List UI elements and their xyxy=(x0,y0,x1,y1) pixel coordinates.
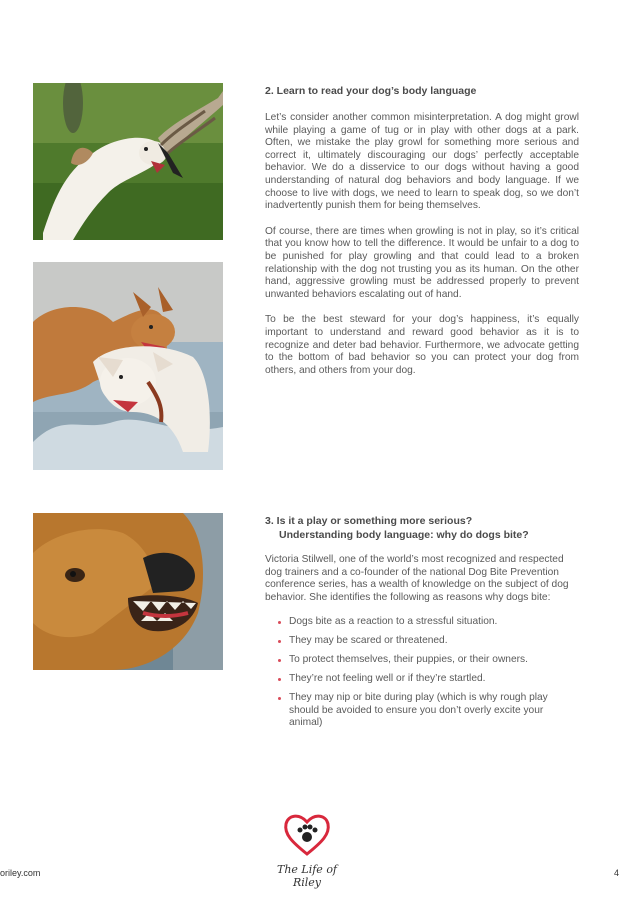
section-body-language xyxy=(265,84,579,377)
logo xyxy=(262,812,352,889)
list-item: They may be scared or threatened. xyxy=(277,635,579,648)
list-item: They’re not feeling well or if they’re startled. xyxy=(277,673,579,686)
list-item: To protect themselves, their puppies, or their owners. xyxy=(277,654,579,667)
section-heading: 2. Learn to read your dog’s body language xyxy=(265,85,477,97)
reasons-list xyxy=(277,616,579,729)
list-item: They may nip or bite during play (which is why rough play should be avoided to ensure you don’t overly excite your animal) xyxy=(277,692,579,730)
photo-dog-snarling xyxy=(33,513,223,670)
list-item: Dogs bite as a reaction to a stressful situation. xyxy=(277,616,579,629)
section-heading xyxy=(265,514,579,542)
paragraph: To be the best steward for your dog’s happiness, it’s equally important to understand and reward good behavior as it is to recognize and deter bad behavior. Furthermore, we advocate getting to the bottom of bad behavior so you can protect your dog from others, and others from your dog. xyxy=(265,314,579,376)
paragraph: Victoria Stilwell, one of the world’s most recognized and respected dog trainers and a co-founder of the national Dog Bite Prevention conference series, has a wealth of knowledge on the subject of dog behavior. She identifies the following as reasons why dogs bite: xyxy=(265,554,569,603)
logo-text: The Life of Riley xyxy=(276,863,338,889)
heading-line-1: 3. Is it a play or something more serious? xyxy=(265,515,473,527)
paragraph: Let’s consider another common misinterpretation. A dog might growl while playing a game of tug or in play with other dogs at a park. Often, we mistake the play growl for something more serious and correct it, ultimately discouraging our dogs’ perfectly acceptable behavior. We do a disservice to our dogs without having a good understanding of natural dog behaviors and body language. If we choose to live with dogs, we need to learn to speak dog, so we don’t inadvertently punish them for being themselves. xyxy=(265,112,579,212)
paragraph: Of course, there are times when growling is not in play, so it’s critical that you know how to tell the difference. It would be unfair to a dog to be punished for play growling and that could lead to a broken relationship with the dog not trusting you as its human. On the other hand, aggressive growling must be addressed properly to prevent unwanted behaviors escalating out of hand. xyxy=(265,225,579,300)
photo-dogs-running-water xyxy=(33,262,223,470)
photo-dog-tug-of-war xyxy=(33,83,223,240)
heading-line-2: Understanding body language: why do dogs bite? xyxy=(279,529,529,541)
footer-website[interactable]: oriley.com xyxy=(0,868,41,878)
page-number: 4 xyxy=(614,868,620,878)
heart-paw-icon xyxy=(282,812,332,856)
section-why-dogs-bite xyxy=(265,514,579,736)
